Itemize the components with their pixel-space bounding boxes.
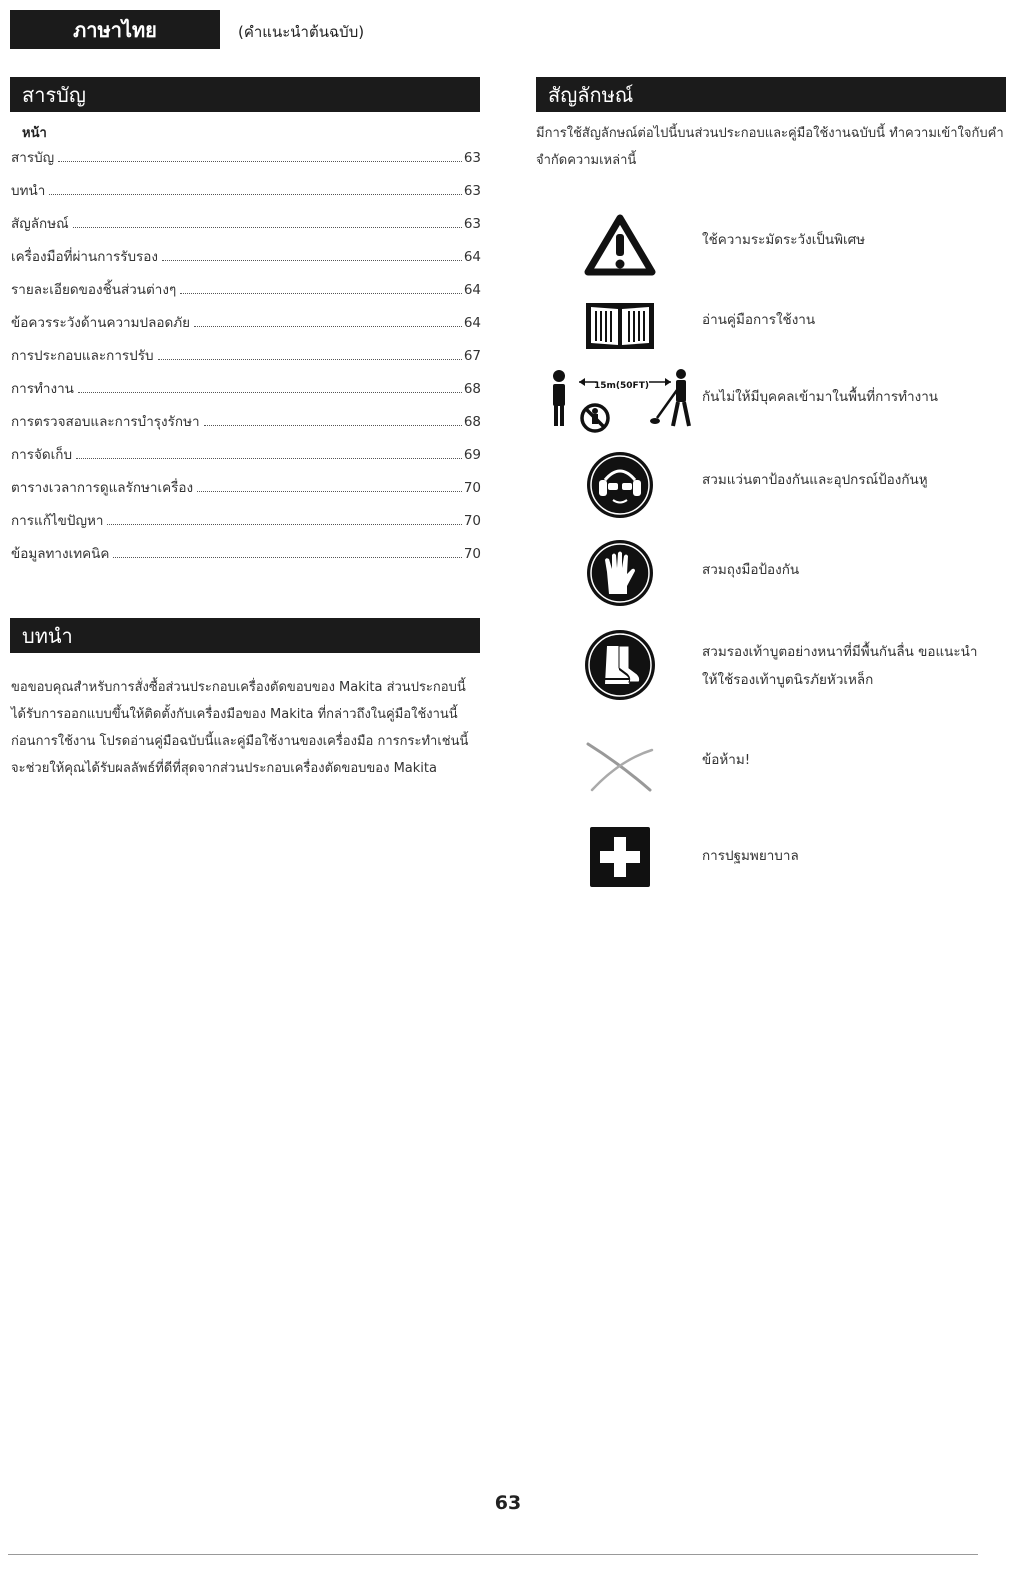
toc-item[interactable]: การตรวจสอบและการบำรุงรักษา 68 <box>11 414 481 430</box>
toc-item[interactable]: สัญลักษณ์ 63 <box>11 216 481 232</box>
symbol-row <box>540 620 1010 710</box>
symbol-text: กันไม่ให้มีบุคคลเข้ามาในพื้นที่การทำงาน <box>702 389 939 405</box>
intro-title: บทนำ <box>10 618 480 653</box>
intro-paragraph: ก่อนการใช้งาน โปรดอ่านคู่มือฉบับนี้และคู่มือใช้งานของเครื่องมือ การกระทำเช่นนี้จะช่วยให้คุณได้รับผลลัพธ์ที่ดีที่สุดจากส่วนประกอบเครื่องตัดขอบของ Makita <box>11 734 469 776</box>
warning-triangle-icon <box>540 200 700 290</box>
symbols-intro: มีการใช้สัญลักษณ์ต่อไปนี้บนส่วนประกอบและคู่มือใช้งานฉบับนี้ ทำความเข้าใจกับคำจำกัดความเหล่านี้ <box>536 126 1004 168</box>
toc-item[interactable]: บทนำ 63 <box>11 183 481 199</box>
intro-body <box>11 674 471 782</box>
intro-paragraph: ขอขอบคุณสำหรับการสั่งซื้อส่วนประกอบเครื่องตัดขอบของ Makita ส่วนประกอบนี้ได้รับการออกแบบขึ้นให้ติดตั้งกับเครื่องมือของ Makita ที่กล่าวถึงในคู่มือใช้งานนี้ <box>11 680 466 722</box>
symbol-row <box>540 528 1010 618</box>
toc-item[interactable]: รายละเอียดของชิ้นส่วนต่างๆ 64 <box>11 282 481 298</box>
subtitle: (คำแนะนำต้นฉบับ) <box>238 23 365 41</box>
boots-icon <box>540 620 700 710</box>
toc-item[interactable]: ข้อควรระวังด้านความปลอดภัย 64 <box>11 315 481 331</box>
symbol-text: การปฐมพยาบาล <box>702 848 799 864</box>
symbol-row <box>540 812 1010 902</box>
symbol-row <box>540 718 1010 808</box>
language-label: ภาษาไทย <box>10 10 220 49</box>
symbol-text: สวมถุงมือป้องกัน <box>702 562 800 578</box>
symbol-text: สวมแว่นตาป้องกันและอุปกรณ์ป้องกันหู <box>702 472 928 488</box>
symbol-row <box>540 355 1010 445</box>
prohibited-x-icon <box>540 718 700 808</box>
page-number: 63 <box>494 1492 522 1514</box>
symbol-text: ข้อห้าม! <box>702 752 751 768</box>
toc-title: สารบัญ <box>10 77 480 112</box>
toc-item[interactable]: การทำงาน 68 <box>11 381 481 397</box>
toc-item[interactable]: การจัดเก็บ 69 <box>11 447 481 463</box>
first-aid-icon <box>540 812 700 902</box>
toc-item[interactable]: การแก้ไขปัญหา 70 <box>11 513 481 529</box>
toc-list <box>11 146 481 575</box>
toc-item[interactable]: เครื่องมือที่ผ่านการรับรอง 64 <box>11 249 481 265</box>
footer-divider <box>8 1554 978 1555</box>
gloves-icon <box>540 528 700 618</box>
toc-item[interactable]: สารบัญ 63 <box>11 150 481 166</box>
distance-label: 15m(50FT) <box>594 381 649 391</box>
goggles-earmuffs-icon <box>540 440 700 530</box>
keep-distance-icon <box>540 355 700 445</box>
toc-item[interactable]: ตารางเวลาการดูแลรักษาเครื่อง 70 <box>11 480 481 496</box>
toc-item[interactable]: ข้อมูลทางเทคนิค 70 <box>11 546 481 562</box>
toc-page-heading: หน้า <box>22 126 47 141</box>
symbol-text: อ่านคู่มือการใช้งาน <box>702 312 816 328</box>
symbol-row <box>540 200 1010 290</box>
symbol-text: สวมรองเท้าบูตอย่างหนาที่มีพื้นกันลื่น ขอแนะนำ ให้ใช้รองเท้าบูตนิรภัยหัวเหล็ก <box>702 644 978 688</box>
symbol-row <box>540 440 1010 530</box>
toc-item[interactable]: การประกอบและการปรับ 67 <box>11 348 481 364</box>
symbols-title: สัญลักษณ์ <box>536 77 1006 112</box>
symbol-text: ใช้ความระมัดระวังเป็นพิเศษ <box>702 232 866 248</box>
